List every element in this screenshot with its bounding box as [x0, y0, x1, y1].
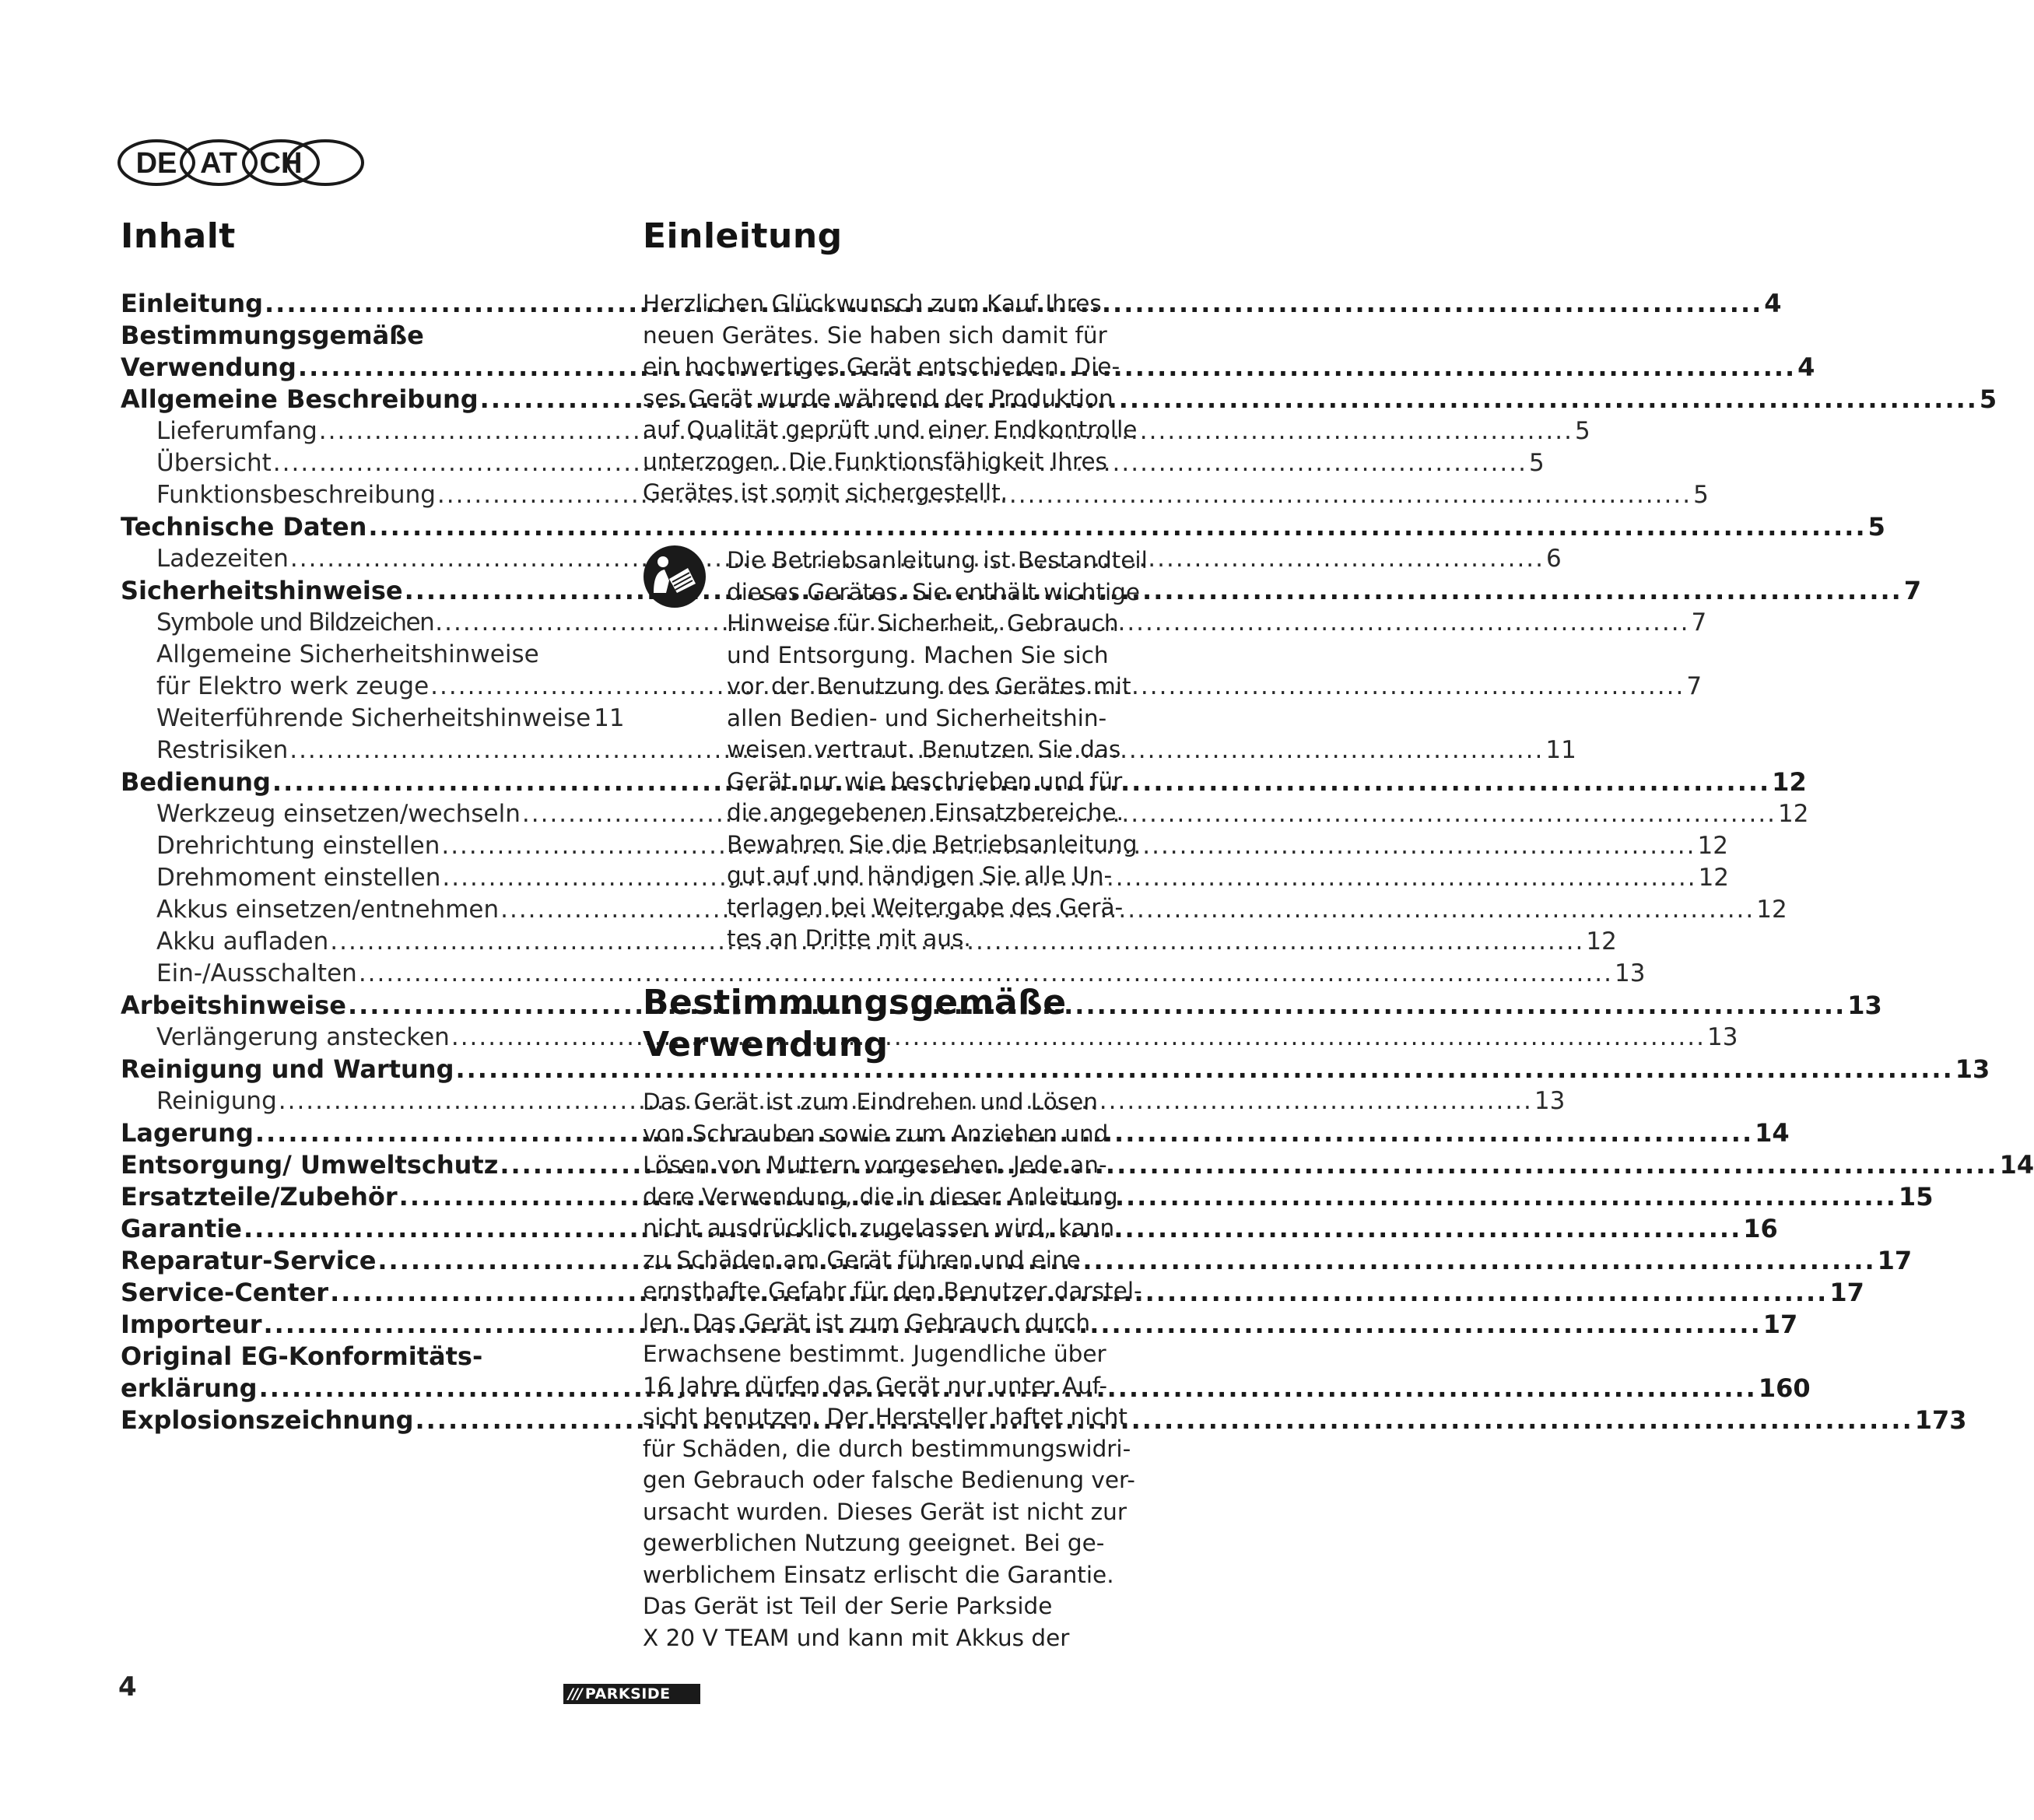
toc-entry-label: Sicherheitshinweise — [121, 576, 403, 605]
notice-line: weisen vertraut. Benutzen Sie das — [727, 736, 1121, 763]
toc-entry — [121, 703, 625, 735]
toc-entry-label: Übersicht — [156, 449, 272, 477]
toc-entry-page: 5 — [1979, 384, 1997, 414]
toc-entry-label: Reinigung und Wartung — [121, 1054, 454, 1084]
country-badge — [117, 135, 366, 190]
toc-entry-page: 12 — [1778, 800, 1809, 828]
toc-entry-label: Entsorgung/ Umweltschutz — [121, 1150, 499, 1180]
toc-entry — [121, 1054, 1990, 1085]
intended-use-line: Das Gerät ist Teil der Serie Parkside — [643, 1593, 1053, 1619]
toc-dot-leader — [451, 1022, 1706, 1054]
notice-line: gut auf und händigen Sie alle Un- — [727, 862, 1113, 889]
toc-entry-label: Bestimmungsgemäße — [121, 321, 424, 350]
notice-line: Die Betriebsanleitung ist Bestandteil — [727, 547, 1148, 573]
intro-line: neuen Gerätes. Sie haben sich damit für — [643, 321, 1107, 349]
notice-line: die angegebenen Einsatzbereiche. — [727, 799, 1124, 826]
toc-entry — [121, 639, 612, 671]
intended-use-line: Lösen von Muttern vorgesehen. Jede an- — [643, 1152, 1107, 1178]
intro-line: auf Qualität geprüft und einer Endkontrolle — [643, 416, 1138, 443]
toc-entry-page: 4 — [1764, 289, 1782, 318]
toc-entry-label: Verwendung — [121, 352, 296, 382]
toc-entry-page: 14 — [1755, 1118, 1790, 1148]
intended-use-line: X 20 V TEAM und kann mit Akkus der — [643, 1624, 1070, 1651]
toc-dot-leader — [522, 798, 1776, 830]
intended-use-title — [643, 982, 1067, 1066]
intro-line: ses Gerät wurde während der Produktion — [643, 384, 1113, 412]
intro-paragraph — [643, 288, 1141, 509]
toc-entry-page: 7 — [1686, 672, 1703, 700]
toc-entry — [121, 320, 612, 352]
toc-entry-label: Ersatzteile/Zubehör — [121, 1182, 398, 1212]
toc-entry-label: für Elektro werk zeuge — [156, 672, 430, 700]
toc-entry-label: Symbole und Bildzeichen — [156, 608, 434, 636]
toc-entry-label: Explosionszeichnung — [121, 1405, 414, 1435]
notice-line: vor der Benutzung des Gerätes mit — [727, 673, 1131, 700]
toc-entry — [121, 511, 1885, 543]
intended-use-paragraph — [643, 1086, 1156, 1653]
intended-use-line: nicht ausdrücklich zugelassen wird, kann — [643, 1215, 1115, 1241]
badge-code-ch: CH — [259, 147, 303, 180]
toc-entry-label: Technische Daten — [121, 512, 367, 542]
toc-entry-page: 13 — [1707, 1023, 1738, 1051]
notice-line: allen Bedien- und Sicherheitshin- — [727, 704, 1107, 731]
intro-line: Gerätes ist somit sichergestellt. — [643, 479, 1008, 506]
intended-use-title-line: Bestimmungsgemäße — [643, 983, 1067, 1022]
toc-title: Inhalt — [121, 216, 236, 256]
toc-entry-label: Ein-/Ausschalten — [156, 959, 357, 987]
badge-code-de: DE — [135, 147, 177, 180]
toc-entry-page: 4 — [1797, 352, 1815, 382]
toc-entry-page: 12 — [1586, 928, 1617, 956]
toc-entry-label: Allgemeine Sicherheitshinweise — [156, 640, 539, 668]
page-number: 4 — [118, 1671, 137, 1703]
toc-entry-label: Restrisiken — [156, 736, 289, 764]
toc-entry-page: 12 — [1698, 864, 1730, 892]
notice-line: dieses Gerätes. Sie enthält wichtige — [727, 578, 1141, 605]
toc-entry-label: Ladezeiten — [156, 545, 289, 573]
notice-line: Gerät nur wie beschrieben und für — [727, 767, 1123, 794]
intended-use-line: Das Gerät ist zum Eindrehen und Lösen — [643, 1089, 1098, 1115]
toc-entry-page: 160 — [1758, 1373, 1811, 1403]
toc-entry-label: Bedienung — [121, 767, 271, 797]
toc-entry-label: Lieferumfang — [156, 417, 317, 445]
intended-use-line: von Schrauben sowie zum Anziehen und — [643, 1120, 1109, 1147]
intro-title: Einleitung — [643, 216, 843, 256]
intro-line: unterzogen. Die Funktionsfähigkeit Ihres — [643, 447, 1108, 475]
toc-entry-page: 11 — [594, 704, 625, 732]
toc-entry-page: 7 — [1903, 576, 1922, 605]
badge-code-at: AT — [200, 147, 237, 180]
toc-entry-label: Akkus einsetzen/entnehmen — [156, 896, 500, 924]
toc-entry-label: erklärung — [121, 1373, 258, 1403]
toc-entry — [121, 1341, 612, 1373]
intro-line: Herzlichen Glückwunsch zum Kauf Ihres — [643, 290, 1102, 317]
toc-entry — [121, 958, 1646, 990]
toc-entry-label: Allgemeine Beschreibung — [121, 384, 479, 414]
toc-dot-leader — [415, 1404, 1913, 1436]
toc-entry-page: 6 — [1546, 545, 1562, 573]
parkside-logo — [563, 1684, 700, 1704]
intended-use-line: werblichem Einsatz erlischt die Garantie. — [643, 1561, 1114, 1588]
toc-entry-label: Service-Center — [121, 1278, 329, 1307]
intended-use-line: ernsthafte Gefahr für den Benutzer darstel- — [643, 1278, 1142, 1304]
toc-entry-label: Werkzeug einsetzen/wechseln — [156, 800, 521, 828]
toc-entry-page: 5 — [1867, 512, 1885, 542]
toc-entry-page: 13 — [1534, 1087, 1566, 1115]
intended-use-line: dere Verwendung, die in dieser Anleitung — [643, 1183, 1118, 1210]
toc-entry-label: Reinigung — [156, 1087, 277, 1115]
toc-entry-label: Verlängerung anstecken — [156, 1023, 450, 1051]
intended-use-line: ursacht wurden. Dieses Gerät ist nicht zur — [643, 1498, 1127, 1525]
toc-dot-leader — [368, 511, 1866, 543]
toc-dot-leader — [348, 990, 1846, 1022]
toc-entry-label: Funktionsbeschreibung — [156, 481, 436, 509]
notice-line: Hinweise für Sicherheit, Gebrauch — [727, 610, 1119, 636]
toc-entry-label: Weiterführende Sicherheitshinweise — [156, 704, 591, 732]
intended-use-title-line: Verwendung — [643, 1025, 889, 1064]
toc-entry-page: 17 — [1877, 1246, 1913, 1275]
toc-entry-label: Garantie — [121, 1214, 242, 1243]
toc-entry-page: 12 — [1772, 767, 1807, 797]
toc-entry-page: 17 — [1829, 1278, 1864, 1307]
toc-entry-label: Reparatur-Service — [121, 1246, 377, 1275]
brand-name: PARKSIDE — [584, 1685, 671, 1703]
toc-entry-label: Drehrichtung einstellen — [156, 832, 440, 860]
toc-entry-label: Einleitung — [121, 289, 264, 318]
toc-entry-page: 13 — [1955, 1054, 1990, 1084]
intended-use-line: sicht benutzen. Der Hersteller haftet nicht — [643, 1404, 1127, 1430]
toc-entry-page: 13 — [1614, 959, 1646, 987]
toc-entry-label: Akku aufladen — [156, 928, 329, 956]
toc-entry-page: 16 — [1743, 1214, 1778, 1243]
toc-entry-page: 5 — [1528, 449, 1545, 477]
intended-use-line: len. Das Gerät ist zum Gebrauch durch — [643, 1309, 1091, 1336]
intended-use-line: zu Schäden am Gerät führen und eine — [643, 1246, 1081, 1273]
read-manual-icon — [643, 545, 707, 608]
toc-dot-leader — [405, 575, 1902, 607]
toc-entry-page: 5 — [1693, 481, 1709, 509]
intended-use-line: Erwachsene bestimmt. Jugendliche über — [643, 1341, 1106, 1367]
intended-use-line: 16 Jahre dürfen das Gerät nur unter Auf- — [643, 1372, 1108, 1399]
toc-entry-label: Importeur — [121, 1310, 262, 1339]
manual-notice — [727, 545, 1147, 955]
notice-line: und Entsorgung. Machen Sie sich — [727, 641, 1109, 668]
toc-entry-label: Lagerung — [121, 1118, 254, 1148]
toc-entry-page: 173 — [1914, 1405, 1967, 1435]
toc-entry-page: 12 — [1697, 832, 1728, 860]
toc-entry-page: 5 — [1574, 417, 1590, 445]
toc-entry-page: 13 — [1847, 991, 1882, 1020]
intended-use-line: gen Gebrauch oder falsche Bedienung ver- — [643, 1467, 1135, 1493]
brand-slashes: /// — [568, 1685, 582, 1703]
toc-entry-page: 17 — [1762, 1310, 1798, 1339]
toc-entry-label: Arbeitshinweise — [121, 991, 346, 1020]
toc-entry-page: 15 — [1898, 1182, 1934, 1212]
toc-entry-page: 12 — [1756, 896, 1787, 924]
toc-entry-page: 7 — [1691, 608, 1707, 636]
toc-entry-page: 11 — [1545, 736, 1576, 764]
toc-entry-label: Original EG-Konformitäts- — [121, 1341, 483, 1371]
intended-use-line: für Schäden, die durch bestimmungswidri- — [643, 1435, 1131, 1462]
notice-line: terlagen bei Weitergabe des Gerä- — [727, 893, 1124, 921]
intended-use-line: gewerblichen Nutzung geeignet. Bei ge- — [643, 1530, 1105, 1556]
notice-line: Bewahren Sie die Betriebsanleitung — [727, 830, 1138, 857]
toc-entry-page: 14 — [1999, 1150, 2034, 1180]
notice-line: tes an Dritte mit aus. — [727, 925, 971, 952]
toc-entry-label: Drehmoment einstellen — [156, 864, 441, 892]
intro-line: ein hochwertiges Gerät entschieden. Die- — [643, 353, 1120, 380]
